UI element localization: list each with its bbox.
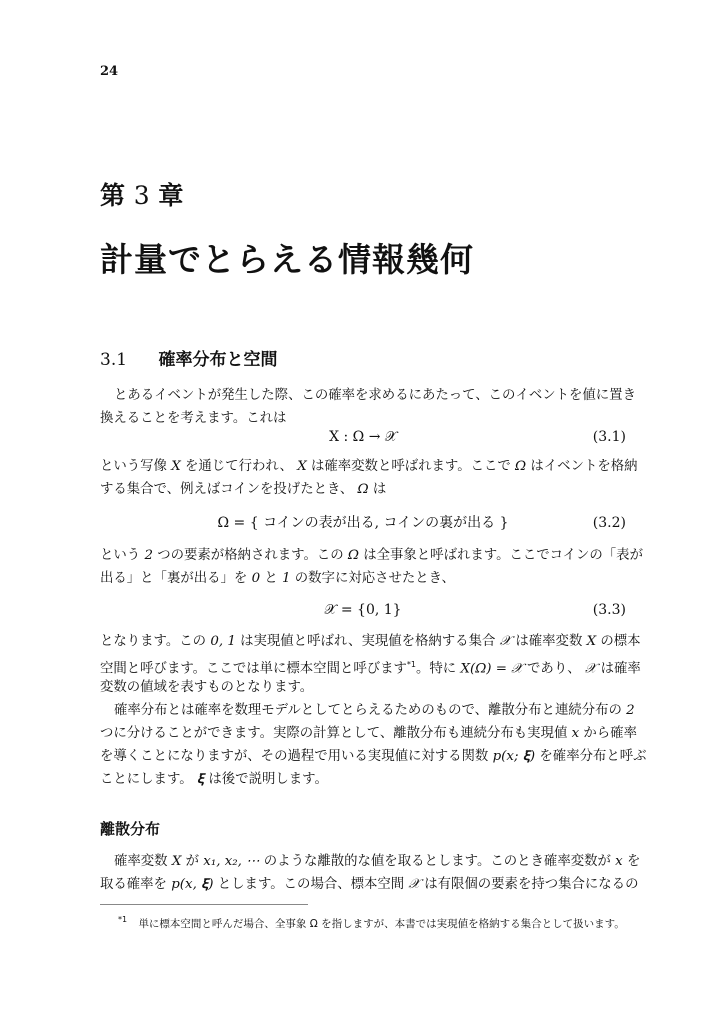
math-inline: x	[615, 854, 627, 869]
math-inline: 0	[251, 571, 265, 586]
math-inline: 2	[626, 703, 635, 718]
text-line: 取る確率を p(x, 𝛏) とします。この場合、標本空間 𝒳 は有限個の要素を持つ集合になるの	[100, 877, 639, 892]
subsection-heading: 離散分布	[100, 820, 161, 838]
text-line: 確率分布とは確率を数理モデルとしてとらえるためのもので、離散分布と連続分布の 2	[114, 703, 635, 718]
footnote-mark: *1	[118, 915, 128, 924]
footnote	[118, 912, 625, 932]
math-inline: X	[171, 854, 186, 869]
text-line: つに分けることができます。実際の計算として、離散分布も連続分布も実現値 x から確率	[100, 726, 637, 741]
footnote-ref[interactable]: *1	[406, 660, 417, 669]
math-inline: 𝒳	[499, 634, 516, 649]
equation-body: 𝒳 = {0, 1}	[324, 602, 402, 618]
math-inline: X	[292, 459, 311, 474]
text-line: となります。この 0, 1 は実現値と呼ばれ、実現値を格納する集合 𝒳 は確率変数 X の標本	[100, 634, 641, 649]
text-line: という写像 X を通じて行われ、 X は確率変数と呼ばれます。ここで Ω はイベントを格納	[100, 459, 638, 474]
section-title: 確率分布と空間	[158, 350, 278, 370]
text-line: ことにします。 𝛏 は後で説明します。	[100, 772, 328, 787]
text-line: する集合で、例えばコインを投げたとき、 Ω は	[100, 482, 387, 497]
equation-number: (3.3)	[592, 602, 626, 618]
math-inline: X	[586, 634, 601, 649]
math-inline: 𝒳	[580, 661, 601, 677]
math-inline: 𝒳	[408, 877, 425, 892]
text-line: 空間と呼びます。ここでは単に標本空間と呼びます$^{*1}$。特に X(Ω) = 𝒳 であり、 𝒳 は確率	[100, 660, 641, 677]
text-line: 変数の値域を表すものとなります。	[100, 680, 314, 695]
math-inline: X(Ω) = 𝒳	[460, 661, 528, 677]
math-inline: 2	[144, 548, 158, 563]
chapter-title: 計量でとらえる情報幾何	[100, 240, 474, 279]
text-line: とあるイベントが発生した際、この確率を求めるにあたって、このイベントを値に置き	[114, 388, 636, 403]
math-inline: X	[171, 459, 186, 474]
math-inline: 𝛏	[192, 772, 209, 787]
math-inline: 0, 1	[210, 634, 241, 649]
math-inline: p(x; 𝛏)	[492, 749, 540, 764]
math-inline: 1	[282, 571, 295, 586]
page-number: 24	[100, 64, 119, 79]
math-inline: x	[571, 726, 584, 741]
chapter-prefix: 第	[100, 181, 126, 210]
text-line: 換えることを考えます。これは	[100, 411, 287, 426]
math-inline: x₁, x₂, ⋯	[203, 854, 264, 869]
equation-number: (3.2)	[592, 515, 626, 531]
chapter-suffix: 章	[158, 181, 184, 210]
chapter-number	[100, 176, 183, 212]
footnote-rule	[100, 904, 308, 905]
equation-number: (3.1)	[592, 429, 626, 445]
text-line: を導くことになりますが、その過程で用いる実現値に対する関数 p(x; 𝛏) を確率分布と呼ぶ	[100, 749, 647, 764]
math-inline: p(x, 𝛏)	[171, 877, 218, 892]
text-line: という 2 つの要素が格納されます。この Ω は全事象と呼ばれます。ここでコインの「表が	[100, 548, 643, 563]
chapter-number-value: 3	[133, 181, 150, 210]
text-line: 出る」と「裏が出る」を 0 と 1 の数字に対応させたとき、	[100, 571, 455, 586]
equation-body: X : Ω → 𝒳	[329, 429, 397, 445]
text-line: 確率変数 X が x₁, x₂, ⋯ のような離散的な値を取るとします。このとき確率変数が x を	[114, 854, 641, 869]
math-inline: Ω	[353, 482, 373, 497]
footnote-text: 単に標本空間と呼んだ場合、全事象 Ω を指しますが、本書では実現値を格納する集合として扱います。	[138, 917, 625, 930]
section-number: 3.1	[100, 350, 128, 370]
section-heading	[100, 345, 277, 370]
equation-body: Ω = { コインの表が出る, コインの裏が出る }	[217, 515, 509, 531]
math-inline: Ω	[515, 459, 531, 474]
math-inline: Ω	[347, 548, 364, 563]
